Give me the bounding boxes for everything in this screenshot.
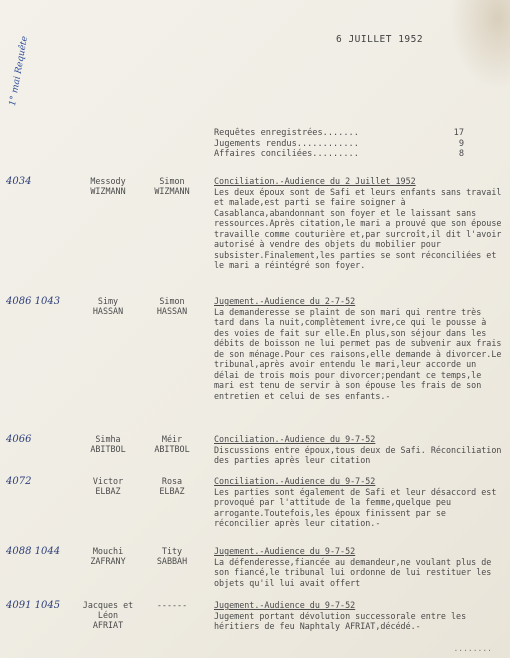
summary-label: Requêtes enregistrées....... [214,128,359,138]
handwritten-margin-note: 1° mai Requête [8,35,31,107]
summary-value: 17 [453,128,464,138]
party-defendant [142,434,202,454]
party-surname: SABBAH [156,556,188,566]
case-heading: Jugement.-Audience du 2-7-52 [214,296,356,306]
party-plaintiff [78,476,138,496]
party-surname: HASSAN [156,306,188,316]
document-date: 6 JUILLET 1952 [336,34,424,45]
case-body: Les parties sont également de Safi et leur désaccord est provoqué par l'attitude de la femme,quelque peu arrogante.Toutefois,les époux finissent par se réconcilier après leur citation.- [214,486,502,528]
case-number: 4086 1043 [6,296,61,307]
case-body: Discussions entre époux,tous deux de Safi. Réconciliation des parties après leur citation [214,444,507,465]
party-first-name: Simy [97,296,119,306]
party-first-name: Tity [161,546,183,556]
party-surname: ABITBOL [90,444,126,454]
party-surname: HASSAN [92,306,124,316]
case-heading: Conciliation.-Audience du 9-7-52 [214,434,376,444]
party-first-name: Mouchi [92,546,124,556]
party-plaintiff [78,296,138,316]
case-number: 4066 [6,434,32,445]
summary-label: Affaires conciliées......... [214,149,359,159]
case-text [214,476,504,529]
summary-row [214,139,464,150]
case-heading: Conciliation.-Audience du 9-7-52 [214,476,376,486]
party-surname: WIZMANN [154,186,190,196]
case-text [214,546,504,588]
summary-label: Jugements rendus............ [214,138,359,149]
party-plaintiff [78,176,138,196]
party-defendant [142,176,202,196]
party-defendant [142,296,202,316]
party-surname: WIZMANN [90,186,126,196]
party-surname: ELBAZ [95,486,121,496]
case-text [214,434,507,466]
summary-value: 9 [458,138,464,149]
case-heading: Conciliation.-Audience du 2 Juillet 1952 [214,176,416,186]
summary-row [214,149,464,160]
summary-row [214,128,464,139]
footer-dots: ........ [453,644,492,653]
case-number: 4072 [6,476,32,487]
party-surname: ABITBOL [154,444,190,454]
case-heading: Jugement.-Audience du 9-7-52 [214,600,356,610]
party-first-name: Victor [92,476,124,486]
party-plaintiff [78,600,138,630]
summary-value: 8 [458,149,464,159]
case-text [214,296,507,401]
party-surname: ZAFRANY [90,556,126,566]
case-body: Les deux époux sont de Safi et leurs enfants sans travail et malade,est parti se faire soigner à Casablanca,abandonnant son foyer et le laissant sans ressources.Après citation,le mari a prouvé que son épouse travaille comme couturière et,par surcroît,il dit l'avoir autorisé à vendre des objets du mobilier pour subsister.Finalement,les parties se sont réconciliées et le mari a réintégré son foyer. [214,186,507,270]
party-first-name: Léon [97,610,119,620]
party-placeholder: ------ [156,600,188,610]
party-defendant [142,600,202,610]
paper-stain [450,0,510,90]
party-defendant [142,476,202,496]
summary-block [214,128,464,160]
party-first-name: Simha [95,434,121,444]
party-plaintiff [78,434,138,454]
case-body: Jugement portant dévolution successorale entre les héritiers de feu Naphtaly AFRIAT,décédé.- [214,610,472,631]
party-first-name: Simon [159,296,185,306]
party-surname: AFRIAT [92,620,124,630]
party-plaintiff [78,546,138,566]
case-number: 4034 [6,176,32,187]
party-first-name: Rosa [161,476,183,486]
case-text [214,600,504,632]
case-body: La demanderesse se plaint de son mari qui rentre très tard dans la nuit,complètement ivre,ce qui le pousse à des voies de fait sur elle.En plus,son séjour dans les débits de boisson ne lui permet pas de subvenir aux frais de son ménage.Pour ces raisons,elle demande à divorcer.Le tribunal,après avoir entendu le mari,leur accorde un délai de trois mois pour divorcer;pendant ce temps,le mari est tenu de servir à son épouse les frais de son entretien et celui de ses enfants.- [214,306,507,401]
party-first-name: Messody [90,176,126,186]
case-number: 4091 1045 [6,600,61,611]
party-first-name: Méir [161,434,183,444]
party-first-name: Jacques et [82,600,134,610]
party-defendant [142,546,202,566]
party-surname: ELBAZ [159,486,185,496]
party-first-name: Simon [159,176,185,186]
case-number: 4088 1044 [6,546,61,557]
case-text [214,176,507,271]
case-body: La défenderesse,fiancée au demandeur,ne voulant plus de son fiancé,le tribunal lui ordonne de lui restituer les objets qu'il lui avait offert [214,556,497,588]
case-heading: Jugement.-Audience du 9-7-52 [214,546,356,556]
